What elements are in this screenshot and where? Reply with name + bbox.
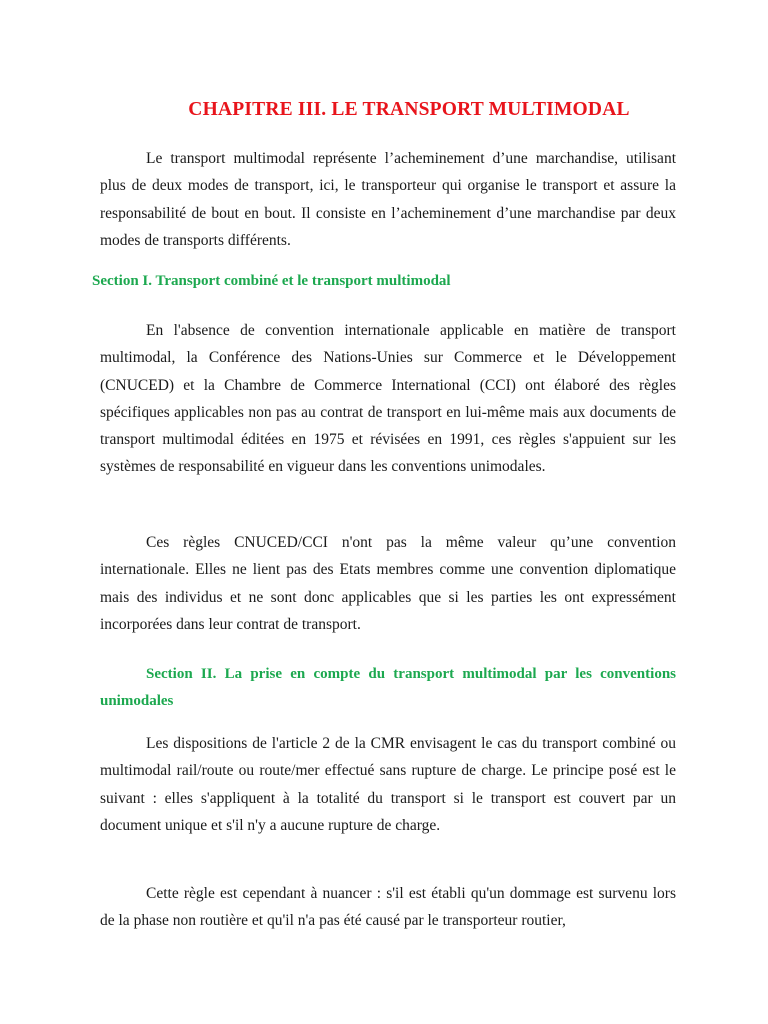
section-2-paragraph-2: Cette règle est cependant à nuancer : s'il est établi qu'un dommage est survenu lors de la phase non routière et qu'il n'a pas été causé par le transporteur routier,: [100, 885, 676, 930]
chapter-title: CHAPITRE III. LE TRANSPORT MULTIMODAL: [188, 99, 630, 120]
section-1-paragraph-1: En l'absence de convention internationale applicable en matière de transport multimodal, la Conférence des Nations-Unies sur Commerce et le Développement (CNUCED) et la Chambre de Commerce International (CCI) ont élaboré des règles spécifiques applicables non pas au contrat de transport en lui-même mais aux documents de transport multimodal éditées en 1975 et révisées en 1991, ces règles s'appuient sur les systèmes de responsabilité en vigueur dans les conventions unimodales.: [100, 322, 676, 476]
section-1-heading: Section I. Transport combiné et le transport multimodal: [92, 273, 451, 289]
section-1-paragraph-2: Ces règles CNUCED/CCI n'ont pas la même valeur qu’une convention internationale. Elles ne lient pas des Etats membres comme une convention diplomatique mais des individus et ne sont donc applicables que si les parties les ont expressément incorporées dans leur contrat de transport.: [100, 534, 676, 633]
section-2-heading: Section II. La prise en compte du transport multimodal par les conventions unimodales: [100, 666, 676, 710]
section-2-paragraph-1: Les dispositions de l'article 2 de la CMR envisagent le cas du transport combiné ou multimodal rail/route ou route/mer effectué sans rupture de charge. Le principe posé est le suivant : elles s'appliquent à la totalité du transport si le transport est couvert par un document unique et s'il n'y a aucune rupture de charge.: [100, 735, 676, 834]
intro-paragraph: Le transport multimodal représente l’acheminement d’une marchandise, utilisant plus de deux modes de transport, ici, le transporteur qui organise le transport et assure la responsabilité de bout en bout. Il consiste en l’acheminement d’une marchandise par deux modes de transports différents.: [100, 150, 676, 249]
